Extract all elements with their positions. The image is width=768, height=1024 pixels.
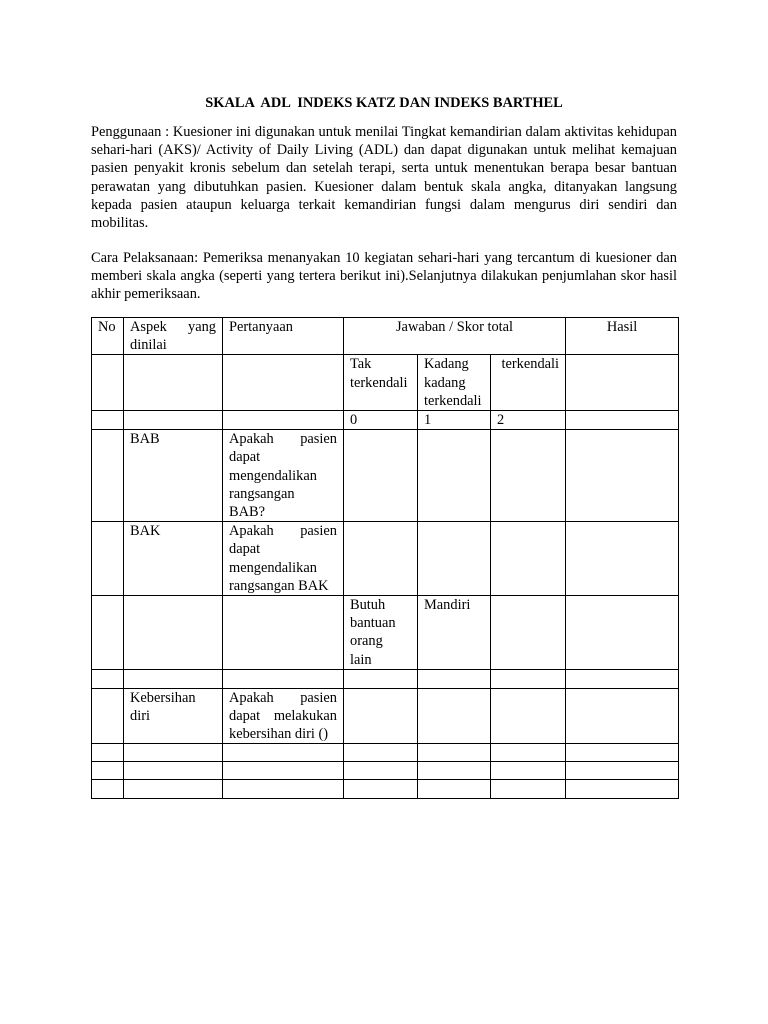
question-bab: Apakah pasien dapat mengendalikan rangsangan BAB? xyxy=(223,430,344,522)
page-title: SKALA ADL INDEKS KATZ DAN INDEKS BARTHEL xyxy=(205,95,563,111)
table-cell xyxy=(566,411,679,430)
answer-cell[interactable] xyxy=(344,430,418,522)
scale-label-controlled: terkendali xyxy=(491,355,566,411)
table-cell xyxy=(418,780,491,799)
table-cell xyxy=(223,669,344,688)
scale-label-independent: Mandiri xyxy=(418,596,491,670)
answer-cell[interactable] xyxy=(418,430,491,522)
result-cell[interactable] xyxy=(566,430,679,522)
table-row-bak xyxy=(92,522,679,596)
table-cell xyxy=(223,780,344,799)
table-cell xyxy=(92,762,124,780)
header-aspect xyxy=(124,318,223,355)
table-cell xyxy=(566,780,679,799)
aspect-bab: BAB xyxy=(124,430,223,522)
table-cell xyxy=(92,669,124,688)
table-cell xyxy=(124,780,223,799)
table-cell xyxy=(223,411,344,430)
score-0: 0 xyxy=(344,411,418,430)
table-cell xyxy=(566,596,679,670)
scale-label-uncontrolled: Tak terkendali xyxy=(344,355,418,411)
question-hygiene: Apakah pasien dapat melakukan kebersihan diri () xyxy=(223,688,344,744)
table-cell xyxy=(92,522,124,596)
scale2-label-row xyxy=(92,596,679,670)
score-row xyxy=(92,411,679,430)
table-row-empty xyxy=(92,780,679,799)
table-row-empty xyxy=(92,744,679,762)
score-1: 1 xyxy=(418,411,491,430)
table-cell xyxy=(566,669,679,688)
table-cell xyxy=(92,596,124,670)
table-row-empty xyxy=(92,762,679,780)
table-cell xyxy=(566,744,679,762)
table-row-hygiene xyxy=(92,688,679,744)
table-cell xyxy=(491,780,566,799)
table-row-bab xyxy=(92,430,679,522)
table-cell xyxy=(92,355,124,411)
result-cell[interactable] xyxy=(566,688,679,744)
answer-cell[interactable] xyxy=(344,522,418,596)
result-cell[interactable] xyxy=(566,522,679,596)
header-no: No xyxy=(92,318,124,355)
table-cell xyxy=(124,355,223,411)
table-cell xyxy=(92,430,124,522)
scale-label-row xyxy=(92,355,679,411)
table-cell xyxy=(491,762,566,780)
answer-cell[interactable] xyxy=(344,688,418,744)
table-cell xyxy=(92,780,124,799)
table-cell xyxy=(92,744,124,762)
answer-cell[interactable] xyxy=(418,522,491,596)
table-cell xyxy=(344,762,418,780)
answer-cell[interactable] xyxy=(491,522,566,596)
table-cell xyxy=(344,744,418,762)
table-cell xyxy=(418,762,491,780)
header-aspect-line2: dinilai xyxy=(130,337,167,354)
table-cell xyxy=(418,744,491,762)
aspect-hygiene: Kebersihan diri xyxy=(124,688,223,744)
table-cell xyxy=(223,596,344,670)
scale-label-sometimes: Kadang kadang terkendali xyxy=(418,355,491,411)
answer-cell[interactable] xyxy=(491,688,566,744)
table-cell xyxy=(124,762,223,780)
table-cell xyxy=(344,780,418,799)
adl-table xyxy=(91,317,679,799)
table-cell xyxy=(566,355,679,411)
question-bak: Apakah pasien dapat mengendalikan rangsangan BAK xyxy=(223,522,344,596)
table-cell xyxy=(124,744,223,762)
usage-paragraph: Penggunaan : Kuesioner ini digunakan untuk menilai Tingkat kemandirian dalam aktivitas kehidupan sehari-hari (AKS)/ Activity of Daily Living (ADL) dan dapat digunakan untuk melihat kemajuan pasien penyakit kronis sebelum dan setelah terapi, serta untuk menentukan berapa besar bantuan perawatan yang dibutuhkan pasien. Kuesioner dalam bentuk skala angka, ditanyakan langsung kepada pasien ataupun keluarga terkait kemandirian fungsi dalam mengurus diri sendiri dan mobilitas. xyxy=(91,124,677,232)
table-cell xyxy=(124,596,223,670)
table-cell xyxy=(491,596,566,670)
table-cell xyxy=(344,669,418,688)
header-result: Hasil xyxy=(566,318,679,355)
table-row-empty xyxy=(92,669,679,688)
answer-cell[interactable] xyxy=(491,430,566,522)
table-cell xyxy=(124,669,223,688)
table-cell xyxy=(566,762,679,780)
header-answer: Jawaban / Skor total xyxy=(344,318,566,355)
answer-cell[interactable] xyxy=(418,688,491,744)
scale-label-needs-help: Butuh bantuan orang lain xyxy=(344,596,418,670)
table-cell xyxy=(418,669,491,688)
table-cell xyxy=(223,355,344,411)
procedure-paragraph: Cara Pelaksanaan: Pemeriksa menanyakan 10 kegiatan sehari-hari yang tercantum di kuesioner dan memberi skala angka (seperti yang tertera berikut ini).Selanjutnya dilakukan penjumlahan skor hasil akhir pemeriksaan. xyxy=(91,250,677,303)
table-cell xyxy=(491,669,566,688)
header-question: Pertanyaan xyxy=(223,318,344,355)
score-2: 2 xyxy=(491,411,566,430)
table-cell xyxy=(124,411,223,430)
table-header-row xyxy=(92,318,679,355)
table-cell xyxy=(92,411,124,430)
table-cell xyxy=(491,744,566,762)
table-cell xyxy=(223,762,344,780)
header-aspect-line1: Aspek yang xyxy=(130,319,216,335)
table-cell xyxy=(92,688,124,744)
table-cell xyxy=(223,744,344,762)
aspect-bak: BAK xyxy=(124,522,223,596)
